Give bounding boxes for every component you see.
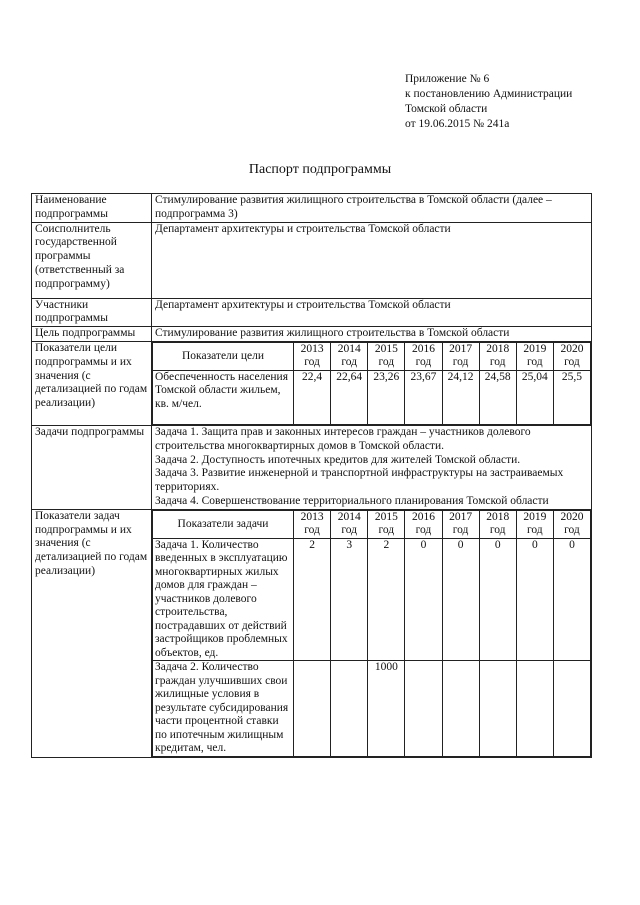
task-item: Задача 3. Развитие инженерной и транспортной инфраструктуры на застраиваемых территориях. [155,467,564,494]
table-row [153,342,591,370]
indicator-value: 0 [405,538,442,661]
table-row [153,370,591,424]
header-line: Приложение № 6 [405,73,490,85]
indicator-value [294,661,331,757]
table-row [153,510,591,538]
goal-indicators-table [152,342,591,425]
year-header: 2015 год [368,342,405,370]
indicator-value: 2 [294,538,331,661]
column-header: Показатели цели [153,342,294,370]
year-header: 2018 год [479,342,516,370]
table-row [32,194,592,223]
table-row [153,661,591,757]
header-line: от 19.06.2015 № 241а [405,118,510,130]
indicator-value: 25,04 [516,370,553,424]
year-header: 2020 год [553,342,590,370]
page-title: Паспорт подпрограммы [248,162,392,177]
year-header: 2020 год [553,510,590,538]
indicator-value: 22,4 [294,370,331,424]
header-line: Томской области [405,103,488,115]
passport-table [31,193,592,758]
document-header [405,72,572,132]
task-item: Задача 1. Защита прав и законных интересов граждан – участников долевого строительства многоквартирных домов в Томской области. [155,425,531,452]
row-label: Показатели цели подпрограммы и их значения (с детализацией по годам реализации) [32,341,152,425]
indicator-value: 0 [516,538,553,661]
year-header: 2018 год [479,510,516,538]
indicator-value: 0 [479,538,516,661]
table-row [32,425,592,509]
row-label: Наименование подпрограммы [32,194,152,223]
tasks-list [152,425,592,509]
indicator-value: 1000 [368,661,405,757]
indicator-name: Обеспеченность населения Томской области жильем, кв. м/чел. [153,370,294,424]
indicator-value: 23,26 [368,370,405,424]
table-row [153,538,591,661]
indicator-value: 22,64 [331,370,368,424]
indicator-value: 0 [442,538,479,661]
indicator-value [553,661,590,757]
year-header: 2019 год [516,510,553,538]
indicator-name: Задача 2. Количество граждан улучшивших свои жилищные условия в результате субсидирования части процентной ставки по ипотечным жилищным кредитам, чел. [153,661,294,757]
table-row [32,327,592,342]
indicator-name: Задача 1. Количество введенных в эксплуатацию многоквартирных жилых домов для граждан – участников долевого строительства, пострадавших от действий застройщиков проблемных объектов, ед. [153,538,294,661]
row-label: Задачи подпрограммы [32,425,152,509]
table-row [32,222,592,298]
indicator-value: 2 [368,538,405,661]
row-label: Показатели задач подпрограммы и их значения (с детализацией по годам реализации) [32,509,152,757]
indicator-value [442,661,479,757]
row-label: Соисполнитель государственной программы (ответственный за подпрограмму) [32,222,152,298]
row-value: Департамент архитектуры и строительства Томской области [152,222,592,298]
task-indicators-table [152,510,591,757]
table-row [32,341,592,425]
table-row [32,509,592,757]
row-value: Департамент архитектуры и строительства Томской области [152,298,592,327]
indicator-value: 24,58 [479,370,516,424]
year-header: 2015 год [368,510,405,538]
year-header: 2017 год [442,342,479,370]
column-header: Показатели задачи [153,510,294,538]
year-header: 2013 год [294,510,331,538]
indicator-value: 23,67 [405,370,442,424]
row-label: Участники подпрограммы [32,298,152,327]
year-header: 2017 год [442,510,479,538]
indicator-value: 25,5 [553,370,590,424]
year-header: 2013 год [294,342,331,370]
row-value: Стимулирование развития жилищного строительства в Томской области (далее – подпрограмма 3) [152,194,592,223]
indicator-value [516,661,553,757]
task-indicators-cell [152,509,592,757]
year-header: 2016 год [405,342,442,370]
indicator-value: 24,12 [442,370,479,424]
row-label: Цель подпрограммы [32,327,152,342]
task-item: Задача 4. Совершенствование территориального планирования Томской области [155,494,549,507]
year-header: 2016 год [405,510,442,538]
table-row [32,298,592,327]
year-header: 2019 год [516,342,553,370]
task-item: Задача 2. Доступность ипотечных кредитов для жителей Томской области. [155,453,521,466]
header-line: к постановлению Администрации [405,88,573,100]
indicator-value [331,661,368,757]
goal-indicators-cell [152,341,592,425]
indicator-value: 3 [331,538,368,661]
year-header: 2014 год [331,510,368,538]
indicator-value [405,661,442,757]
indicator-value: 0 [553,538,590,661]
row-value: Стимулирование развития жилищного строительства в Томской области [152,327,592,342]
indicator-value [479,661,516,757]
year-header: 2014 год [331,342,368,370]
